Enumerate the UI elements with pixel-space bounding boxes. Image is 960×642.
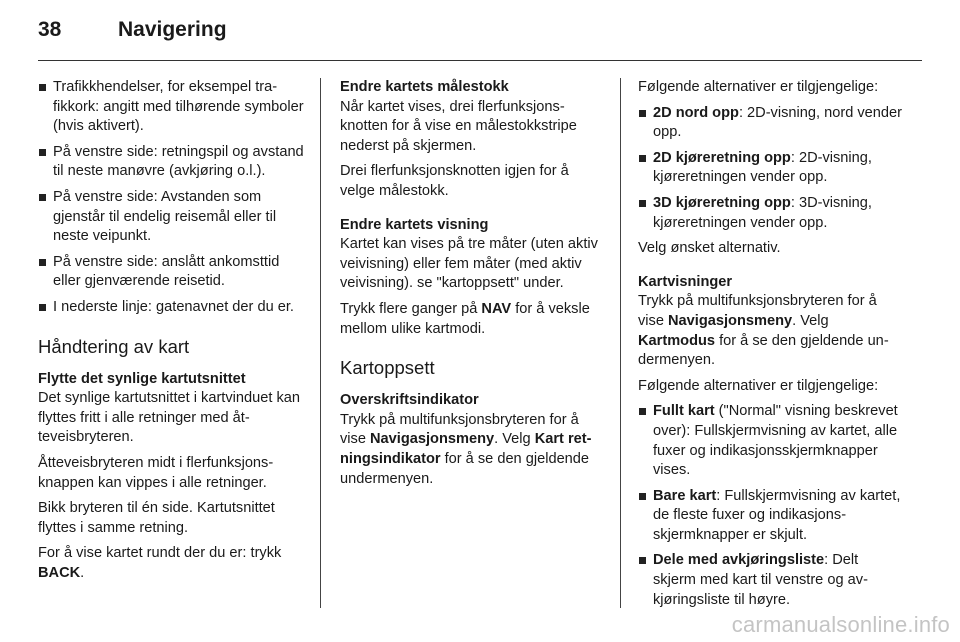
- list-item: 3D kjøreretning opp: 3D-visning, kjøreretningen vender opp.: [638, 194, 904, 233]
- list-item: I nederste linje: gatenavnet der du er.: [38, 298, 304, 318]
- list-item: Fullt kart ("Normal" visning beskrevet over): Fullskjermvisning av kartet, alle fuxer og indikasjonsskjermknapper vises.: [638, 402, 904, 480]
- list-item: På venstre side: retningspil og avstand til neste manøvre (avkjøring o.l.).: [38, 143, 304, 182]
- list-item: På venstre side: Avstanden som gjenstår til endelig reisemål eller til neste veipunkt.: [38, 188, 304, 247]
- subheading-map-views: Kartvisninger: [638, 273, 733, 290]
- list-item: Dele med avkjøringsliste: Delt skjerm med kart til venstre og avkjøringsliste til høyre.: [638, 551, 904, 610]
- column-1: [38, 78, 304, 589]
- paragraph: Følgende alternativer er tilgjengelige:: [638, 377, 879, 394]
- bullet-square-icon: [639, 408, 646, 415]
- key-back: BACK: [38, 564, 81, 581]
- key-nav: NAV: [481, 300, 512, 317]
- bullet-square-icon: [639, 200, 646, 207]
- section-heading-map-handling: Håndtering av kart: [38, 335, 190, 357]
- page-header: [38, 18, 227, 48]
- subheading-scale: Endre kartets målestokk: [340, 79, 509, 95]
- paragraph: Følgende alternativer er tilgjengelige:: [638, 79, 879, 95]
- chapter-title: Navigering: [118, 18, 227, 41]
- paragraph: Kartet kan vises på tre måter (uten aktiv veivisning) eller fem måter (med aktiv veivisning). se "kartoppsett" under.: [340, 236, 598, 292]
- list-item: Bare kart: Fullskjermvisning av kartet, de fleste fuxer og indikasjonsskjermknapper er skjult.: [638, 487, 904, 546]
- watermark: carmanualsonline.info: [731, 612, 950, 637]
- paragraph: Åtteveisbryteren midt i flerfunksjonsknappen kan vippes i alle retninger.: [38, 454, 274, 491]
- bullet-square-icon: [39, 194, 46, 201]
- bullet-square-icon: [39, 149, 46, 156]
- bullet-square-icon: [39, 84, 46, 91]
- page-number: 38: [38, 18, 62, 41]
- paragraph: Velg ønsket alternativ.: [638, 240, 781, 257]
- status-bullet-list: [38, 78, 304, 318]
- section-map-views: [638, 273, 904, 611]
- paragraph: Når kartet vises, drei flerfunksjonsknotten for å vise en målestokkstripe nederst på skjermen.: [340, 98, 577, 154]
- column-divider-2: [620, 78, 621, 608]
- bullet-square-icon: [639, 493, 646, 500]
- section-scale: [340, 78, 606, 202]
- paragraph: Drei flerfunksjonsknotten igjen for å velge målestokk.: [340, 163, 569, 199]
- paragraph: Bikk bryteren til én side. Kartutsnittet flyttes i samme retning.: [38, 500, 275, 536]
- header-divider: [38, 60, 922, 61]
- subheading-move-map: Flytte det synlige kartutsnittet: [38, 370, 246, 387]
- column-divider-1: [320, 78, 321, 608]
- list-item: På venstre side: anslått ankomsttid eller gjenværende reisetid.: [38, 253, 304, 292]
- column-2: [340, 78, 606, 495]
- subheading-map-view: Endre kartets visning: [340, 216, 489, 233]
- bullet-square-icon: [39, 304, 46, 311]
- section-map-view: [340, 216, 606, 340]
- bullet-square-icon: [639, 557, 646, 564]
- bullet-square-icon: [639, 110, 646, 117]
- paragraph: Trykk på multifunksjonsbryteren for å vise Navigasjonsmeny. Velg Kart retningsindikator for å se den gjeldende undermenyen.: [340, 411, 592, 487]
- bullet-square-icon: [39, 259, 46, 266]
- paragraph: Trykk på multifunksjonsbryteren for å vise Navigasjonsmeny. Velg Kartmodus for å se den gjeldende undermenyen.: [638, 293, 889, 369]
- list-item: 2D nord opp: 2D-visning, nord vender opp.: [638, 104, 904, 143]
- orientation-options-list: [638, 104, 904, 234]
- list-item: 2D kjøreretning opp: 2D-visning, kjøreretningen vender opp.: [638, 149, 904, 188]
- column-3: [638, 78, 904, 616]
- paragraph: For å vise kartet rundt der du er: trykk BACK.: [38, 545, 282, 581]
- section-heading-map-setup: Kartoppsett: [340, 357, 435, 379]
- subheading-heading-indicator: Overskriftsindikator: [340, 392, 479, 409]
- map-mode-options-list: [638, 402, 904, 610]
- paragraph: Det synlige kartutsnittet i kartvinduet kan flyttes fritt i alle retninger med åtteveisbryteren.: [38, 390, 301, 446]
- list-item: Trafikkhendelser, for eksempel trafikkork: angitt med tilhørende symboler (hvis aktivert).: [38, 78, 304, 137]
- paragraph: Trykk flere ganger på NAV for å veksle mellom ulike kartmodi.: [340, 300, 590, 337]
- bullet-square-icon: [639, 155, 646, 162]
